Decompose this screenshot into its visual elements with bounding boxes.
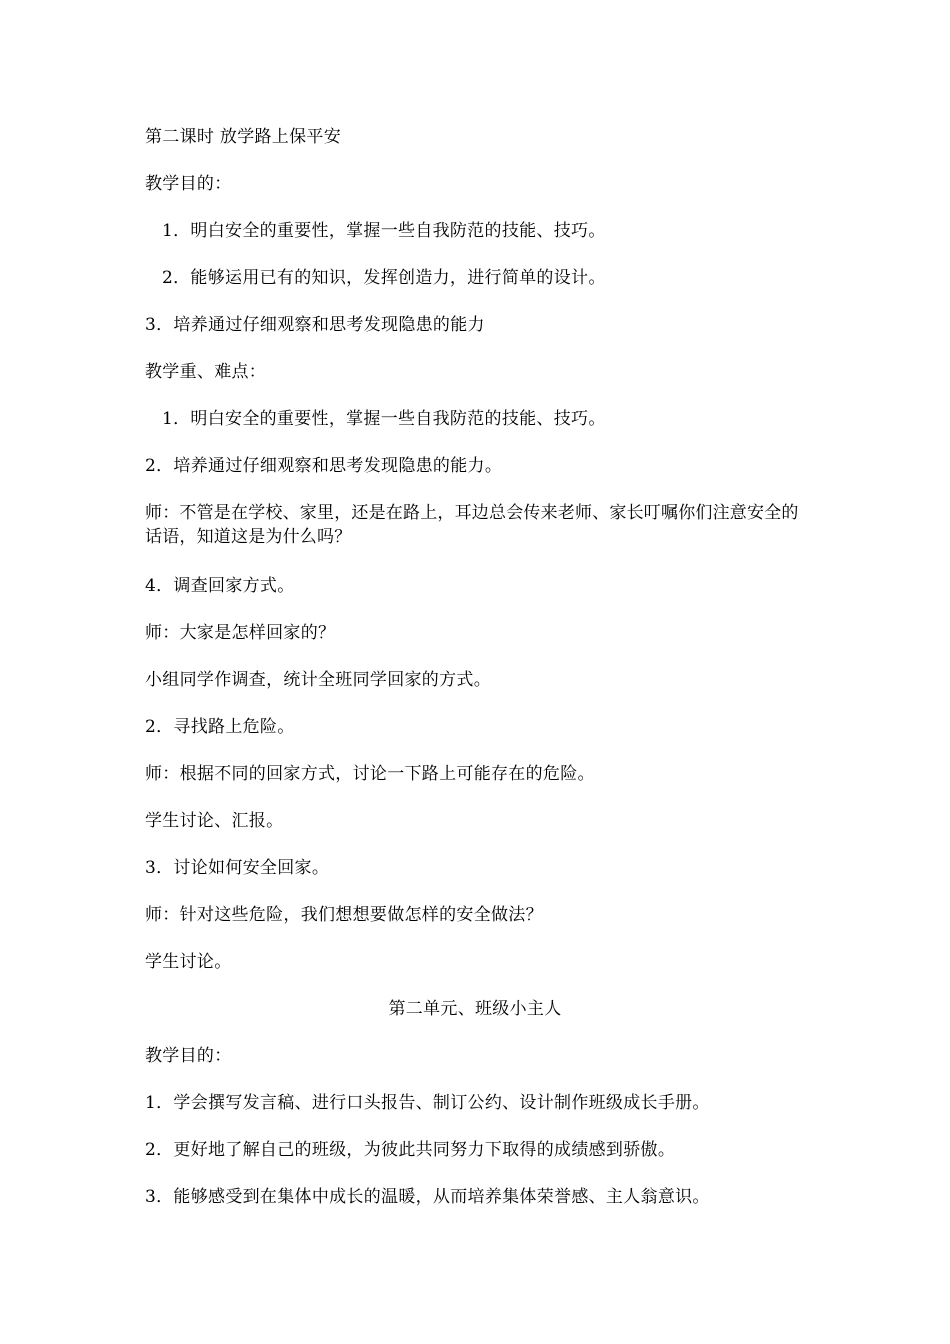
objective-item: 1．明白安全的重要性，掌握一些自我防范的技能、技巧。 [162, 221, 606, 241]
unit-title: 第二单元、班级小主人 [388, 999, 562, 1019]
body-paragraph: 师：不管是在学校、家里，还是在路上，耳边总会传来老师、家长叮嘱你们注意安全的话语，知道这是为什么吗？ [145, 503, 799, 547]
key-points-heading: 教学重、难点： [145, 362, 267, 382]
body-paragraph: 师：大家是怎样回家的？ [145, 623, 336, 643]
objective-item: 2．能够运用已有的知识，发挥创造力，进行简单的设计。 [162, 268, 606, 288]
body-paragraph: 2．寻找路上危险。 [145, 717, 295, 737]
body-paragraph: 学生讨论。 [145, 952, 232, 972]
objectives-heading: 教学目的： [145, 174, 232, 194]
objective-item: 3．培养通过仔细观察和思考发现隐患的能力 [145, 315, 485, 335]
unit-objective-item: 3．能够感受到在集体中成长的温暖，从而培养集体荣誉感、主人翁意识。 [145, 1187, 710, 1207]
lesson-title: 第二课时 放学路上保平安 [145, 127, 342, 147]
body-paragraph: 4．调查回家方式。 [145, 576, 295, 596]
key-point-item: 1．明白安全的重要性，掌握一些自我防范的技能、技巧。 [162, 409, 606, 429]
body-paragraph: 师：根据不同的回家方式，讨论一下路上可能存在的危险。 [145, 764, 595, 784]
body-paragraph: 学生讨论、汇报。 [145, 811, 284, 831]
unit-objectives-heading: 教学目的： [145, 1046, 232, 1066]
unit-objective-item: 2．更好地了解自己的班级，为彼此共同努力下取得的成绩感到骄傲。 [145, 1140, 676, 1160]
body-paragraph: 小组同学作调查，统计全班同学回家的方式。 [145, 670, 491, 690]
body-paragraph: 师：针对这些危险，我们想想要做怎样的安全做法？ [145, 905, 543, 925]
body-paragraph: 3．讨论如何安全回家。 [145, 858, 330, 878]
key-point-item: 2．培养通过仔细观察和思考发现隐患的能力。 [145, 456, 503, 476]
unit-objective-item: 1．学会撰写发言稿、进行口头报告、制订公约、设计制作班级成长手册。 [145, 1093, 710, 1113]
